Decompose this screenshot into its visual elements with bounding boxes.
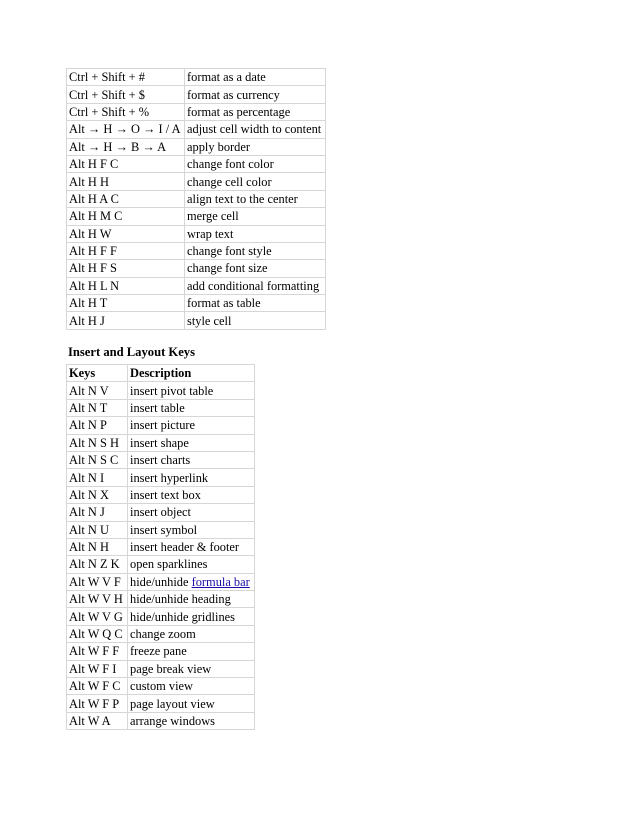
table-row [67, 173, 326, 190]
shortcut-description-cell: apply border [185, 138, 326, 155]
shortcut-keys-cell: Ctrl + Shift + % [67, 103, 185, 120]
shortcut-description-cell: change font size [185, 260, 326, 277]
table-row [67, 86, 326, 103]
keys-column-header: Keys [67, 365, 128, 382]
shortcut-description-cell: wrap text [185, 225, 326, 242]
shortcut-keys-cell: Alt H J [67, 312, 185, 329]
shortcut-keys-cell: Alt N S H [67, 434, 128, 451]
shortcut-keys-cell: Alt N H [67, 538, 128, 555]
table-header-row [67, 365, 255, 382]
table-row [67, 312, 326, 329]
shortcut-keys-cell: Alt N V [67, 382, 128, 399]
shortcut-description-cell: style cell [185, 312, 326, 329]
shortcut-description-cell: hide/unhide heading [128, 591, 255, 608]
table-row [67, 208, 326, 225]
table-row [67, 678, 255, 695]
shortcut-keys-cell: Alt W A [67, 712, 128, 729]
table-row [67, 434, 255, 451]
table-row [67, 242, 326, 259]
shortcut-description-cell: insert table [128, 399, 255, 416]
shortcut-keys-cell: Alt → H → O → I / A [67, 121, 185, 138]
table-row [67, 538, 255, 555]
shortcut-description-cell: freeze pane [128, 643, 255, 660]
shortcut-description-cell: open sparklines [128, 556, 255, 573]
shortcut-keys-cell: Alt N I [67, 469, 128, 486]
shortcut-keys-cell: Alt N P [67, 417, 128, 434]
description-column-header: Description [128, 365, 255, 382]
shortcut-keys-cell: Alt H L N [67, 277, 185, 294]
formula-bar-link[interactable]: formula bar [191, 574, 250, 589]
table-row [67, 556, 255, 573]
formatting-shortcuts-table [66, 68, 326, 330]
table-row [67, 643, 255, 660]
table-row [67, 190, 326, 207]
shortcut-keys-cell: Alt H H [67, 173, 185, 190]
table-row [67, 69, 326, 86]
shortcut-keys-cell: Alt N J [67, 504, 128, 521]
shortcut-keys-cell: Alt → H → B → A [67, 138, 185, 155]
shortcut-description-cell: format as percentage [185, 103, 326, 120]
table-row [67, 608, 255, 625]
shortcut-description-cell: format as currency [185, 86, 326, 103]
shortcut-description-cell: arrange windows [128, 712, 255, 729]
shortcut-description-cell: page break view [128, 660, 255, 677]
shortcut-description-cell: custom view [128, 678, 255, 695]
table-row [67, 295, 326, 312]
shortcut-keys-cell: Alt W F I [67, 660, 128, 677]
table-row [67, 573, 255, 590]
shortcut-keys-cell: Alt N Z K [67, 556, 128, 573]
table-row [67, 521, 255, 538]
shortcut-description-cell: insert header & footer [128, 538, 255, 555]
shortcut-description-cell: insert shape [128, 434, 255, 451]
shortcut-description-cell: change cell color [185, 173, 326, 190]
shortcut-description-cell: change font color [185, 155, 326, 172]
table-row [67, 469, 255, 486]
table-row [67, 695, 255, 712]
shortcut-keys-cell: Alt W V F [67, 573, 128, 590]
shortcut-keys-cell: Alt H F F [67, 242, 185, 259]
shortcut-keys-cell: Alt W F C [67, 678, 128, 695]
shortcut-description-cell: format as a date [185, 69, 326, 86]
shortcut-description-cell [128, 573, 255, 590]
table-row [67, 103, 326, 120]
table-row [67, 451, 255, 468]
shortcut-keys-cell: Alt H F S [67, 260, 185, 277]
table-row [67, 121, 326, 138]
shortcut-description-cell: merge cell [185, 208, 326, 225]
table-row [67, 660, 255, 677]
shortcut-description-cell: change zoom [128, 625, 255, 642]
shortcut-keys-cell: Ctrl + Shift + $ [67, 86, 185, 103]
shortcut-keys-cell: Alt H M C [67, 208, 185, 225]
shortcut-description-cell: adjust cell width to content [185, 121, 326, 138]
table-row [67, 260, 326, 277]
shortcut-description-cell: insert picture [128, 417, 255, 434]
table-row [67, 504, 255, 521]
description-text: hide/unhide [130, 574, 192, 589]
shortcut-description-cell: insert hyperlink [128, 469, 255, 486]
shortcut-description-cell: insert symbol [128, 521, 255, 538]
shortcut-description-cell: add conditional formatting [185, 277, 326, 294]
shortcut-keys-cell: Alt W V H [67, 591, 128, 608]
shortcut-keys-cell: Alt H F C [67, 155, 185, 172]
section-title: Insert and Layout Keys [68, 345, 196, 359]
shortcut-keys-cell: Alt W F F [67, 643, 128, 660]
shortcut-description-cell: change font style [185, 242, 326, 259]
shortcut-keys-cell: Alt W Q C [67, 625, 128, 642]
shortcut-description-cell: format as table [185, 295, 326, 312]
shortcut-description-cell: insert text box [128, 486, 255, 503]
shortcut-description-cell: align text to the center [185, 190, 326, 207]
shortcut-description-cell: insert object [128, 504, 255, 521]
table-row [67, 225, 326, 242]
table-row [67, 155, 326, 172]
table-row [67, 591, 255, 608]
shortcut-keys-cell: Alt N T [67, 399, 128, 416]
shortcut-keys-cell: Ctrl + Shift + # [67, 69, 185, 86]
shortcut-keys-cell: Alt H T [67, 295, 185, 312]
table-row [67, 382, 255, 399]
shortcut-description-cell: page layout view [128, 695, 255, 712]
shortcut-description-cell: hide/unhide gridlines [128, 608, 255, 625]
shortcut-description-cell: insert pivot table [128, 382, 255, 399]
table-row [67, 138, 326, 155]
shortcut-description-cell: insert charts [128, 451, 255, 468]
shortcut-keys-cell: Alt W F P [67, 695, 128, 712]
table-row [67, 486, 255, 503]
shortcut-keys-cell: Alt N U [67, 521, 128, 538]
shortcut-keys-cell: Alt H W [67, 225, 185, 242]
shortcut-keys-cell: Alt W V G [67, 608, 128, 625]
table-row [67, 417, 255, 434]
shortcut-keys-cell: Alt N S C [67, 451, 128, 468]
table-row [67, 625, 255, 642]
table-row [67, 712, 255, 729]
table-row [67, 399, 255, 416]
table-row [67, 277, 326, 294]
insert-layout-shortcuts-table [66, 364, 255, 730]
shortcut-keys-cell: Alt N X [67, 486, 128, 503]
shortcut-keys-cell: Alt H A C [67, 190, 185, 207]
